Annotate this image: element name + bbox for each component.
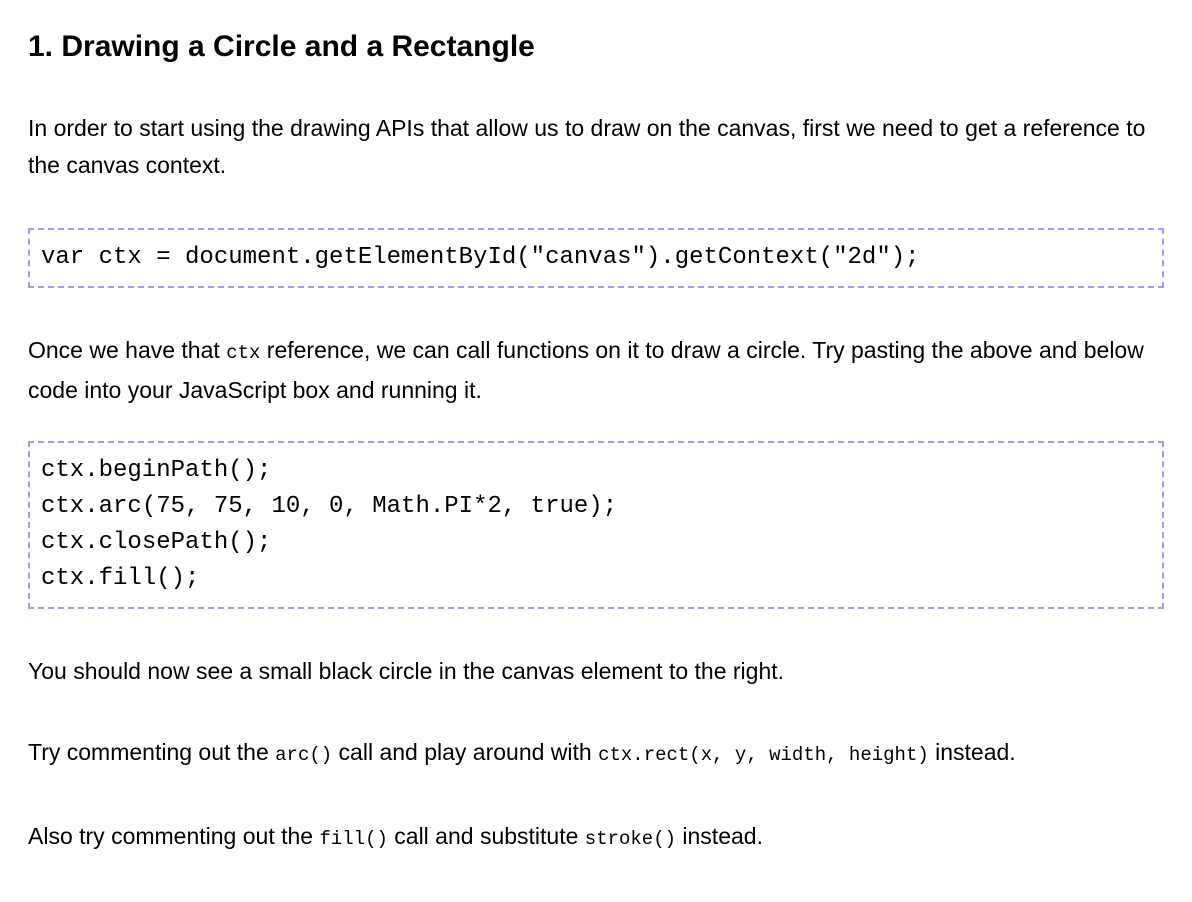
paragraph [28,332,1164,409]
code-line: ctx.fill(); [41,565,200,592]
code-block [28,441,1164,609]
text-run: instead. [676,823,763,849]
text-run: Try commenting out the [28,739,276,765]
page-title: 1. Drawing a Circle and a Rectangle [28,30,535,63]
text-run: reference, we can call functions on it to draw a circle. Try pasting the above and below code into your JavaScript box and running it. [28,337,1144,403]
code-line: ctx.closePath(); [41,529,272,556]
text-run: instead. [928,739,1016,765]
code-line: ctx.beginPath(); [41,457,272,484]
inline-code: arc() [275,744,333,766]
paragraph [28,653,1164,690]
code-line: ctx.arc(75, 75, 10, 0, Math.PI*2, true); [41,493,618,520]
code-line: var ctx = document.getElementById("canvas").getContext("2d"); [41,244,920,271]
code-block [28,228,1164,288]
paragraph [28,110,1164,184]
inline-code: ctx [226,342,261,364]
text-run: Once we have that [28,337,227,363]
inline-code: ctx.rect(x, y, width, height) [598,744,929,766]
paragraph [28,734,1164,774]
text-run: call and play around with [332,739,599,765]
text-run: Also try commenting out the [28,823,320,849]
text-run: call and substitute [387,823,585,849]
article [0,28,1192,858]
inline-code: stroke() [584,828,677,850]
paragraph [28,818,1164,858]
text-run: In order to start using the drawing APIs that allow us to draw on the canvas, first we need to get a reference to the canvas context. [28,115,1146,178]
inline-code: fill() [319,828,388,850]
text-run: You should now see a small black circle in the canvas element to the right. [28,658,785,684]
article-body [28,110,1164,858]
